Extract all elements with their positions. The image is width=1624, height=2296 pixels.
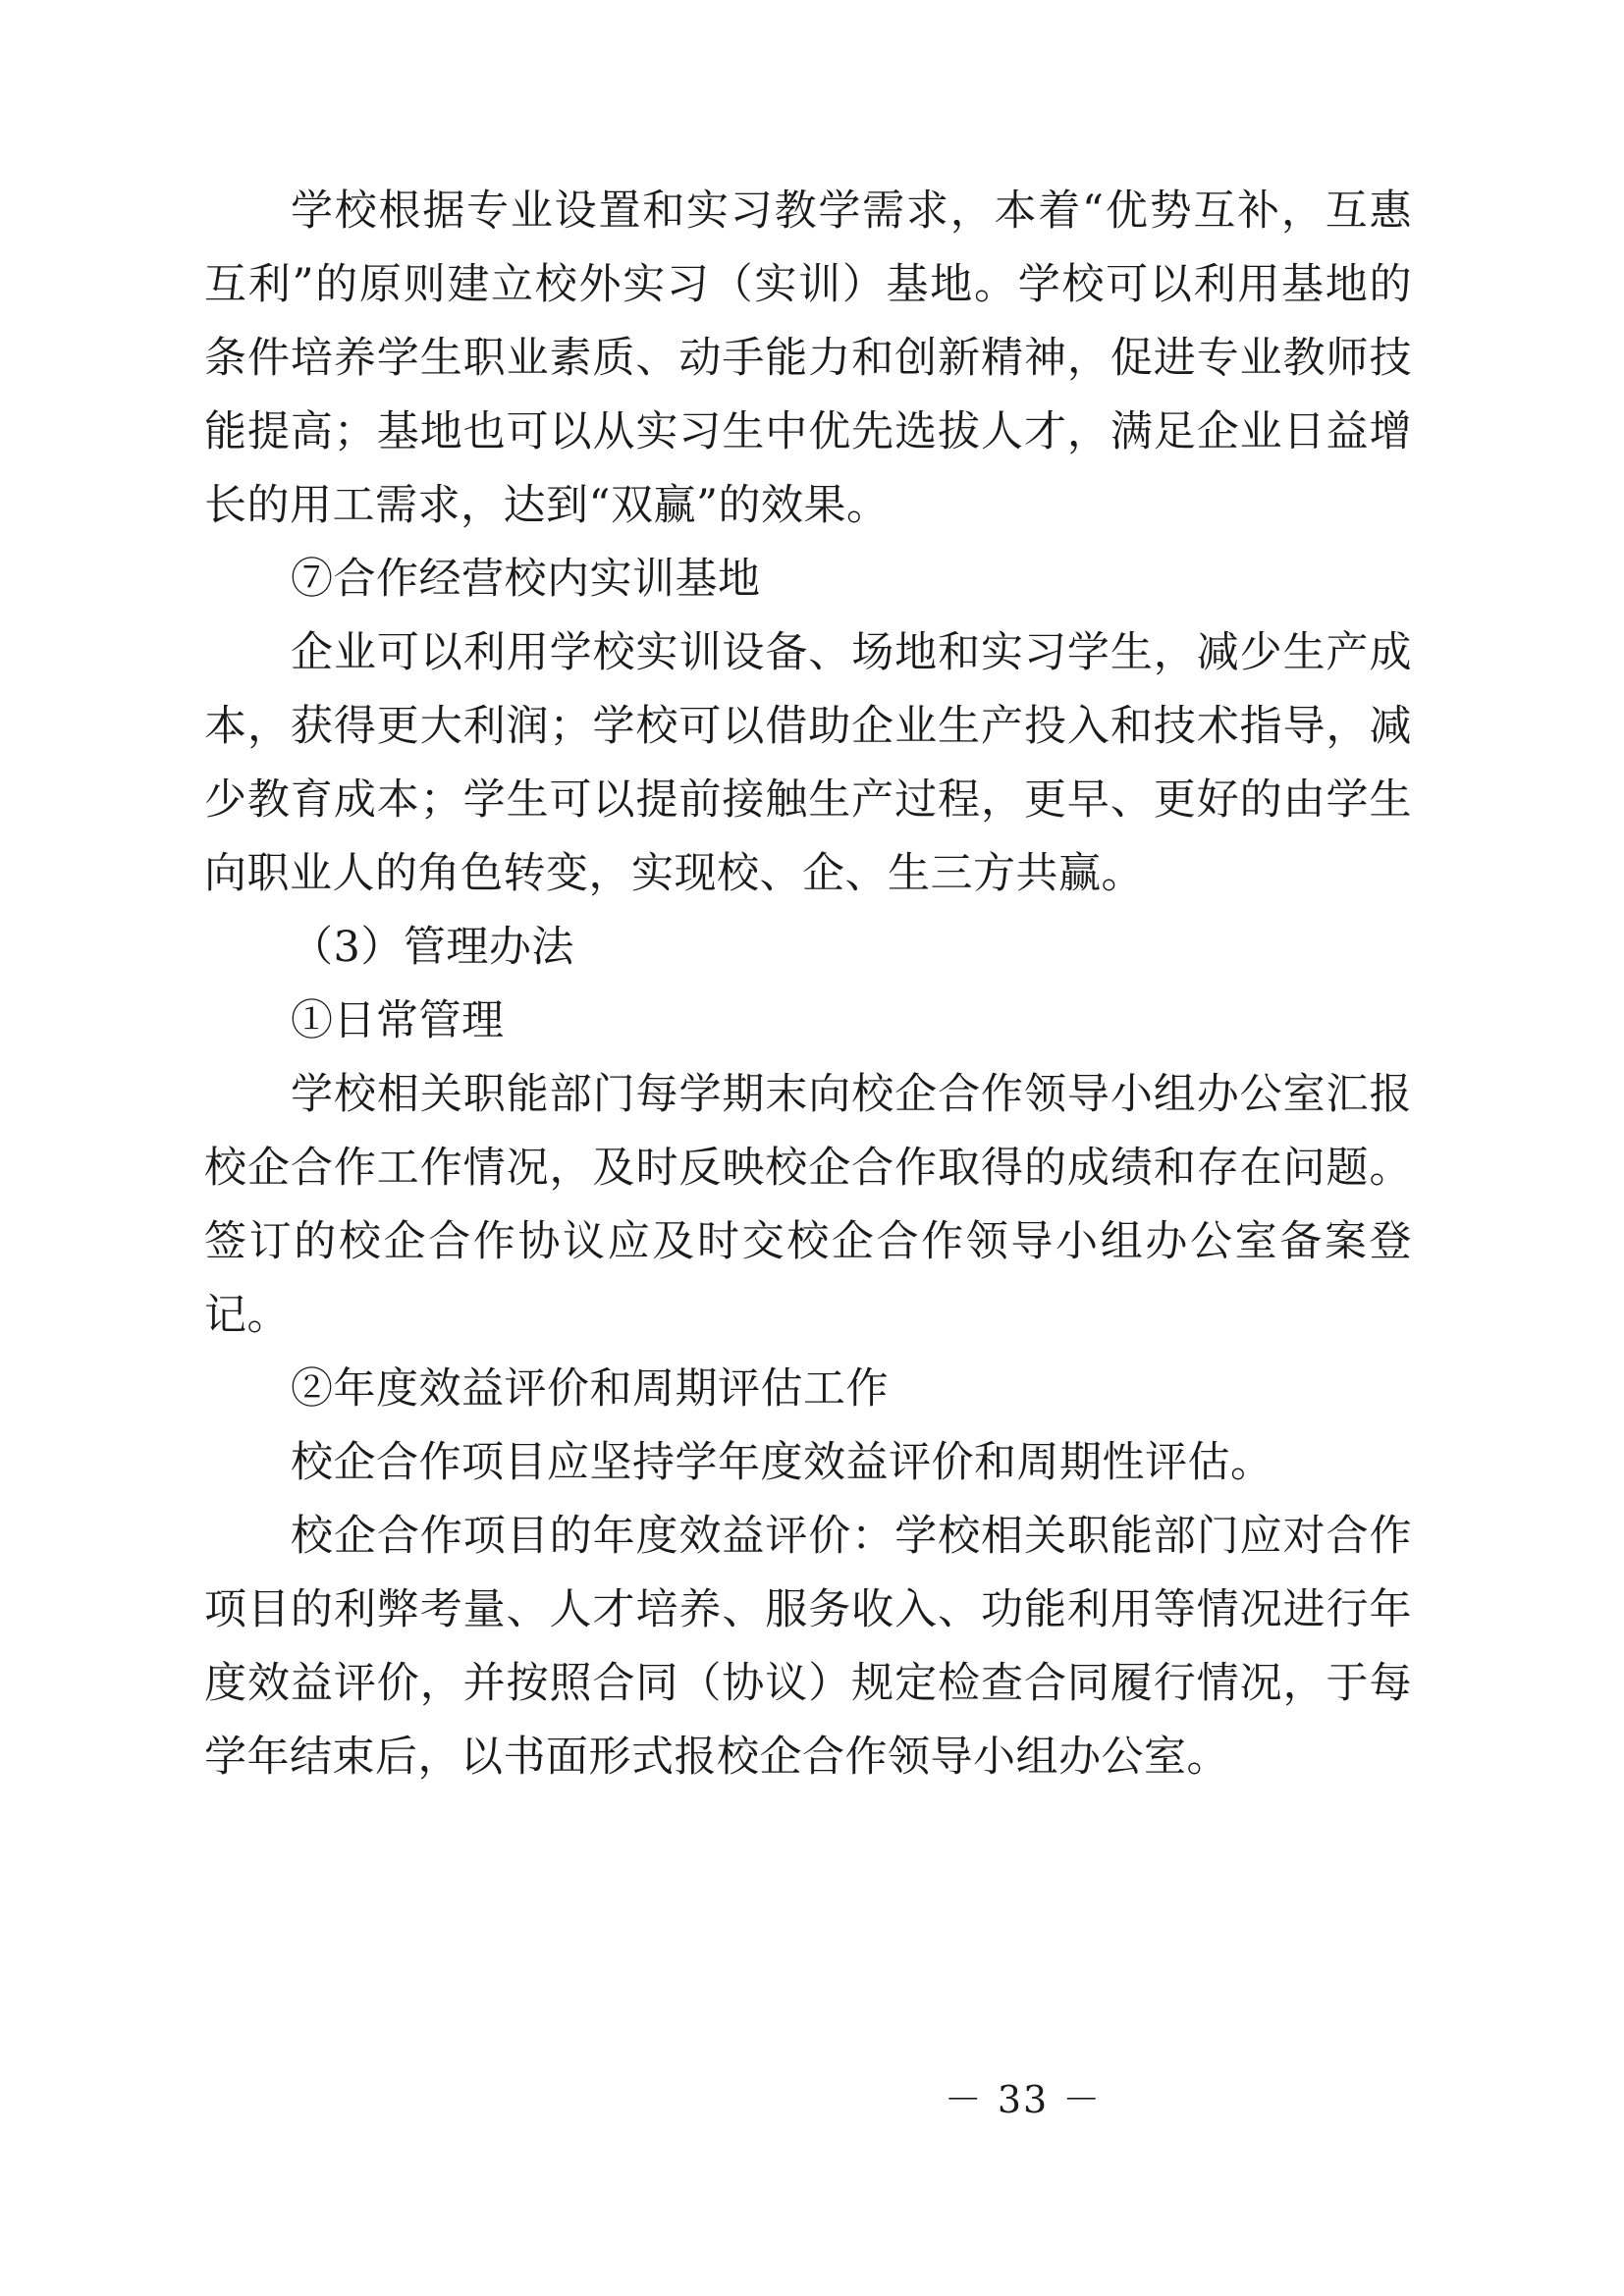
page-footer <box>0 2069 1624 2123</box>
paragraph: （3）管理办法 <box>291 923 574 972</box>
page-number: － 33 － <box>944 2078 1103 2121</box>
paragraph: 学校根据专业设置和实习教学需求，本着“优势互补，互惠互利”的原则建立校外实习（实训）基地。学校可以利用基地的条件培养学生职业素质、动手能力和创新精神，促进专业教师技能提高；基地也可以从实习生中优先选拔人才，满足企业日益增长的用工需求，达到“双赢”的效果。 <box>204 187 1412 530</box>
paragraph: ①日常管理 <box>291 996 505 1045</box>
paragraph: ②年度效益评价和周期评估工作 <box>291 1364 889 1414</box>
page-body <box>204 175 1412 1794</box>
paragraph: 校企合作项目的年度效益评价：学校相关职能部门应对合作项目的利弊考量、人才培养、服务收入、功能利用等情况进行年度效益评价，并按照合同（协议）规定检查合同履行情况，于每学年结束后，以书面形式报校企合作领导小组办公室。 <box>204 1512 1412 1782</box>
paragraph: ⑦合作经营校内实训基地 <box>291 555 761 604</box>
paragraph: 校企合作项目应坚持学年度效益评价和周期性评估。 <box>291 1438 1273 1487</box>
paragraph: 企业可以利用学校实训设备、场地和实习学生，减少生产成本，获得更大利润；学校可以借助企业生产投入和技术指导，减少教育成本；学生可以提前接触生产过程，更早、更好的由学生向职业人的角色转变，实现校、企、生三方共赢。 <box>204 628 1412 898</box>
paragraph: 学校相关职能部门每学期末向校企合作领导小组办公室汇报校企合作工作情况，及时反映校企合作取得的成绩和存在问题。签订的校企合作协议应及时交校企合作领导小组办公室备案登记。 <box>204 1070 1412 1340</box>
